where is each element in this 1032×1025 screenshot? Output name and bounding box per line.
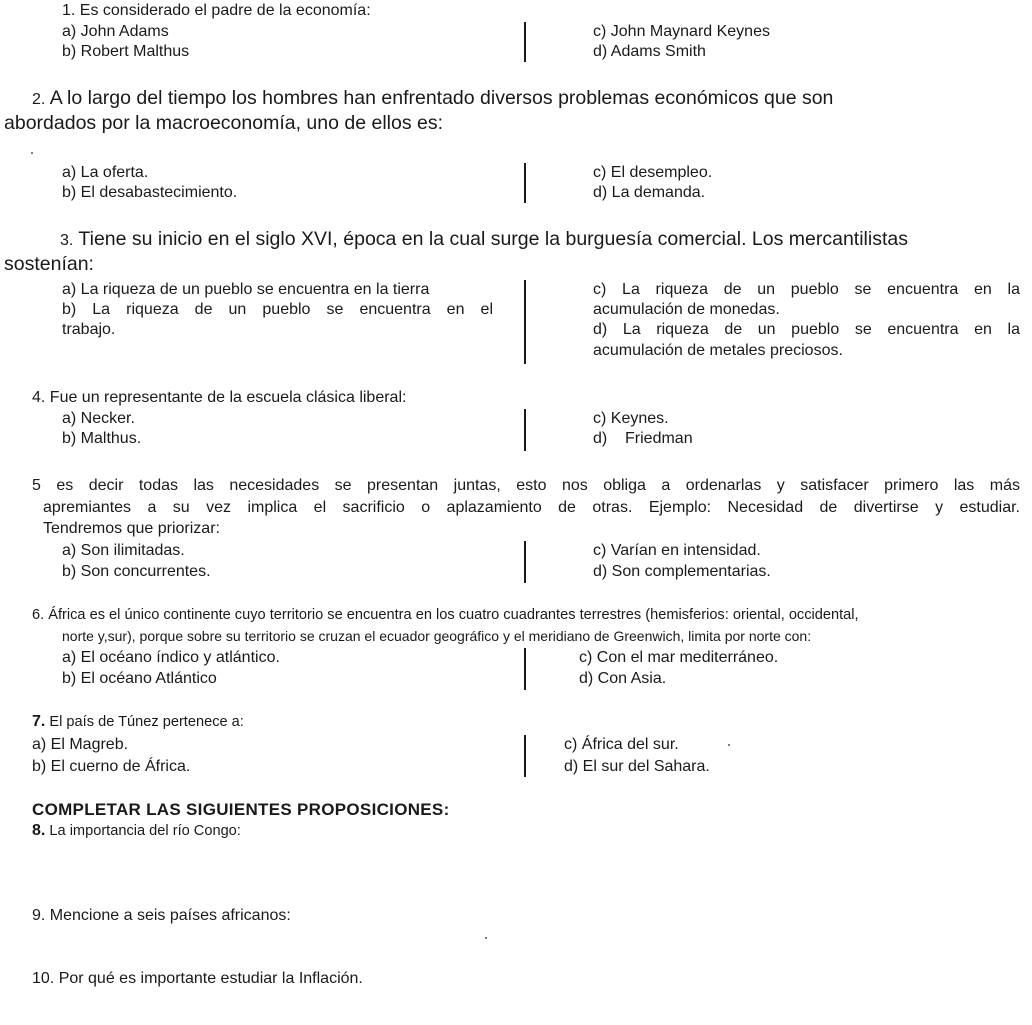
question-3-number: 3. <box>60 232 74 249</box>
question-3-stem-text: Tiene su inicio en el siglo XVI, época en la cual surge la burguesía comercial. Los mercantilistas <box>78 228 908 250</box>
column-divider <box>524 648 526 690</box>
question-2-stem-line1 <box>32 86 833 112</box>
question-4-option-d: d) Friedman <box>593 430 693 447</box>
question-3-stem-line2: sostenían: <box>4 253 94 275</box>
question-6-stem-line2: norte y,sur), porque sobre su territorio se cruzan el ecuador geográfico y el meridiano de Greenwich, limita por norte con: <box>62 628 812 644</box>
question-1-option-c: c) John Maynard Keynes <box>593 23 770 40</box>
question-1-option-b: b) Robert Malthus <box>62 43 190 60</box>
question-8 <box>32 822 241 840</box>
question-2-option-b: b) El desabastecimiento. <box>62 184 238 201</box>
question-3-option-c-line2: acumulación de monedas. <box>593 301 780 318</box>
question-6-stem-line1: 6. África es el único continente cuyo territorio se encuentra en los cuatro cuadrantes terrestres (hemisferios: oriental, occidental, <box>32 607 859 623</box>
question-4-option-c: c) Keynes. <box>593 410 669 427</box>
question-5-option-c: c) Varían en intensidad. <box>593 542 761 559</box>
question-2-stem-line2: abordados por la macroeconomía, uno de ellos es: <box>4 112 444 134</box>
question-4-option-b: b) Malthus. <box>62 430 142 447</box>
scan-speck <box>485 937 487 939</box>
question-3-option-b-line2: trabajo. <box>62 321 116 338</box>
question-7-number: 7. <box>32 713 46 730</box>
question-3-option-a: a) La riqueza de un pueblo se encuentra en la tierra <box>62 281 430 298</box>
question-2-number: 2. <box>32 91 46 108</box>
column-divider <box>524 22 526 62</box>
scan-speck <box>31 152 33 154</box>
question-9: 9. Mencione a seis países africanos: <box>32 907 291 924</box>
question-1-option-d: d) Adams Smith <box>593 43 706 60</box>
column-divider <box>524 163 526 203</box>
column-divider <box>524 280 526 364</box>
question-8-number: 8. <box>32 822 46 839</box>
question-5-option-d: d) Son complementarias. <box>593 563 771 580</box>
question-7-stem <box>32 713 244 731</box>
question-5-stem-line3: Tendremos que priorizar: <box>43 520 220 537</box>
column-divider <box>524 409 526 451</box>
question-3-stem-line1 <box>60 227 908 253</box>
question-5-option-b: b) Son concurrentes. <box>62 563 211 580</box>
question-10: 10. Por qué es importante estudiar la Inflación. <box>32 970 363 987</box>
question-5-stem-line2: apremiantes a su vez implica el sacrificio o aplazamiento de otras. Ejemplo: Necesidad de divertirse y estudiar. <box>43 499 1020 516</box>
question-7-option-b: b) El cuerno de África. <box>32 758 191 775</box>
question-3-option-d-line2: acumulación de metales preciosos. <box>593 342 843 359</box>
question-3-option-b-line1: b) La riqueza de un pueblo se encuentra en el <box>62 301 493 318</box>
question-2-stem-text: A lo largo del tiempo los hombres han enfrentado diversos problemas económicos que son <box>49 87 834 109</box>
question-5-option-a: a) Son ilimitadas. <box>62 542 185 559</box>
question-6-option-b: b) El océano Atlántico <box>62 670 217 687</box>
section-heading: COMPLETAR LAS SIGUIENTES PROPOSICIONES: <box>32 800 450 819</box>
question-3-option-c-line1: c) La riqueza de un pueblo se encuentra en la <box>593 281 1020 298</box>
question-5-stem-line1: 5 es decir todas las necesidades se presentan juntas, esto nos obliga a ordenarlas y satisfacer primero las más <box>32 477 1020 494</box>
question-6-option-a: a) El océano índico y atlántico. <box>62 649 280 666</box>
question-4-stem: 4. Fue un representante de la escuela clásica liberal: <box>32 389 407 406</box>
scan-speck <box>728 744 730 746</box>
question-2-option-a: a) La oferta. <box>62 164 149 181</box>
question-2-option-c: c) El desempleo. <box>593 164 713 181</box>
question-7-option-c: c) África del sur. <box>564 736 679 753</box>
question-6-option-c: c) Con el mar mediterráneo. <box>579 649 779 666</box>
question-7-option-d: d) El sur del Sahara. <box>564 758 710 775</box>
question-1-stem: 1. Es considerado el padre de la economía: <box>62 2 371 19</box>
question-4-option-a: a) Necker. <box>62 410 135 427</box>
question-8-text: La importancia del río Congo: <box>49 823 241 839</box>
question-1-option-a: a) John Adams <box>62 23 169 40</box>
question-3-option-d-line1: d) La riqueza de un pueblo se encuentra en la <box>593 321 1020 338</box>
question-2-option-d: d) La demanda. <box>593 184 706 201</box>
question-6-option-d: d) Con Asia. <box>579 670 667 687</box>
question-7-option-a: a) El Magreb. <box>32 736 129 753</box>
column-divider <box>524 735 526 777</box>
question-7-stem-text: El país de Túnez pertenece a: <box>49 714 244 730</box>
column-divider <box>524 541 526 583</box>
